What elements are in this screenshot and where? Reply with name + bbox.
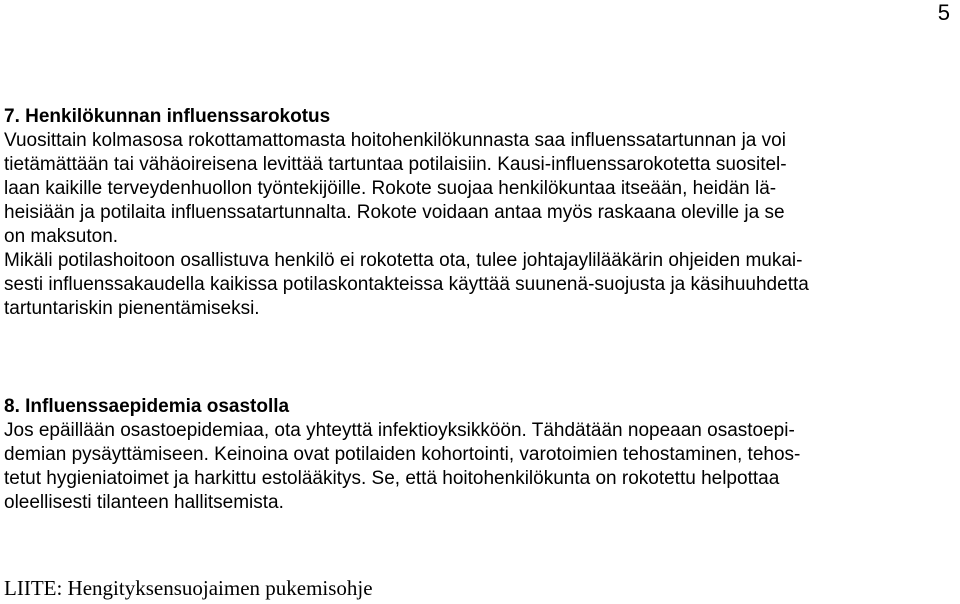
appendix-reference: LIITE: Hengityksensuojaimen pukemisohje bbox=[4, 576, 373, 600]
section-7-line: Vuosittain kolmasosa rokottamattomasta hoitohenkilökunnasta saa influenssatartunnan ja voi bbox=[4, 130, 786, 151]
section-7-heading: 7. Henkilökunnan influenssarokotus bbox=[4, 106, 331, 127]
section-8-line: Jos epäillään osastoepidemiaa, ota yhteyttä infektioyksikköön. Tähdätään nopeaan osastoepi- bbox=[4, 420, 795, 441]
section-7 bbox=[4, 105, 954, 321]
section-7-line: tartuntariskin pienentämiseksi. bbox=[4, 298, 260, 319]
section-7-line: tietämättään tai vähäoireisena levittää tartuntaa potilaisiin. Kausi-influenssarokotetta suositel- bbox=[4, 154, 787, 175]
section-7-line: heisiään ja potilaita influenssatartunnalta. Rokote voidaan antaa myös raskaana oleville ja se bbox=[4, 202, 785, 223]
section-8-line: demian pysäyttämiseen. Keinoina ovat potilaiden kohortointi, varotoimien tehostaminen, tehos- bbox=[4, 444, 801, 465]
section-7-line: Mikäli potilashoitoon osallistuva henkilö ei rokotetta ota, tulee johtajaylilääkärin ohjeiden mukai- bbox=[4, 250, 803, 271]
section-8 bbox=[4, 395, 954, 515]
section-7-line: sesti influenssakaudella kaikissa potilaskontakteissa käyttää suunenä-suojusta ja käsihuuhdetta bbox=[4, 274, 809, 295]
section-8-line: tetut hygieniatoimet ja harkittu estolääkitys. Se, että hoitohenkilökunta on rokotettu helpottaa bbox=[4, 468, 780, 489]
section-7-line: on maksuton. bbox=[4, 226, 119, 247]
section-8-heading: 8. Influenssaepidemia osastolla bbox=[4, 396, 290, 417]
section-7-line: laan kaikille terveydenhuollon työntekijöille. Rokote suojaa henkilökuntaa itseään, heidän lä- bbox=[4, 178, 777, 199]
section-8-line: oleellisesti tilanteen hallitsemista. bbox=[4, 492, 284, 513]
page-number: 5 bbox=[937, 0, 950, 25]
